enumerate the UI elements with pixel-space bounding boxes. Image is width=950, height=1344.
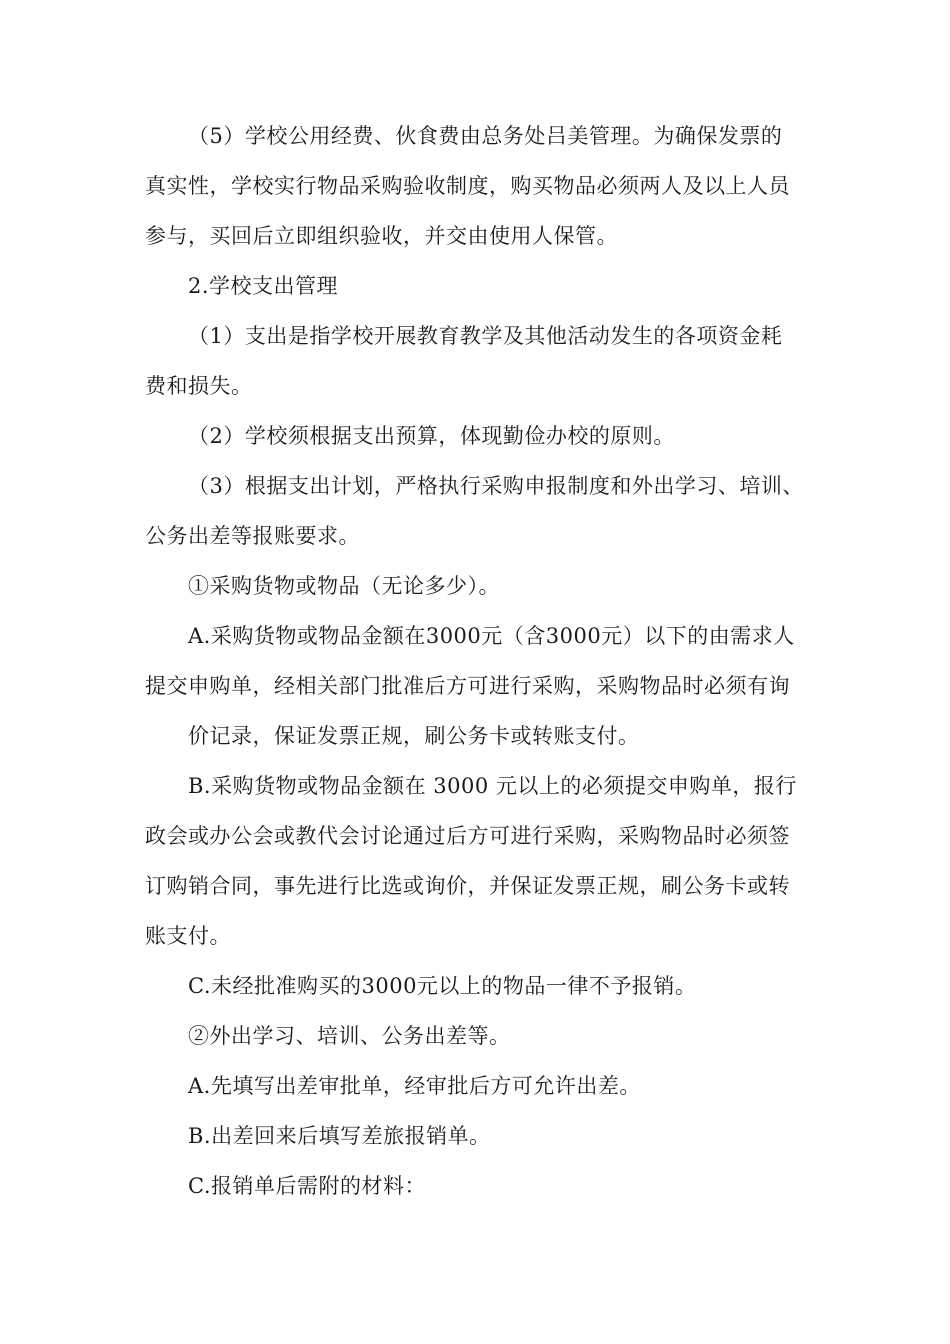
paragraph-line: 公务出差等报账要求。 (145, 524, 360, 548)
paragraph-line: 订购销合同，事先进行比选或询价，并保证发票正规，刷公务卡或转 (145, 874, 790, 898)
paragraph-line: C.未经批准购买的3000元以上的物品一律不予报销。 (188, 974, 697, 998)
paragraph-line: B.采购货物或物品金额在 3000 元以上的必须提交申购单，报行 (188, 774, 797, 798)
paragraph-line: （1）支出是指学校开展教育教学及其他活动发生的各项资金耗 (188, 324, 783, 348)
paragraph-line: 账支付。 (145, 924, 231, 948)
paragraph-line: 参与，买回后立即组织验收，并交由使用人保管。 (145, 224, 618, 248)
paragraph-line: 提交申购单，经相关部门批准后方可进行采购，采购物品时必须有询 (145, 674, 790, 698)
paragraph-line: 真实性，学校实行物品采购验收制度，购买物品必须两人及以上人员 (145, 174, 790, 198)
paragraph-line: ①采购货物或物品（无论多少）。 (188, 574, 500, 598)
paragraph-line: A.先填写出差审批单，经审批后方可允许出差。 (188, 1074, 641, 1098)
section-heading: 2.学校支出管理 (188, 274, 339, 298)
paragraph-line: （3）根据支出计划，严格执行采购申报制度和外出学习、培训、 (188, 474, 804, 498)
paragraph-line: A.采购货物或物品金额在3000元（含3000元）以下的由需求人 (188, 624, 795, 648)
paragraph-line: 价记录，保证发票正规，刷公务卡或转账支付。 (188, 724, 640, 748)
paragraph-line: ②外出学习、培训、公务出差等。 (188, 1024, 511, 1048)
paragraph-line: 政会或办公会或教代会讨论通过后方可进行采购，采购物品时必须签 (145, 824, 790, 848)
paragraph-line: B.出差回来后填写差旅报销单。 (188, 1124, 491, 1148)
paragraph-line: （5）学校公用经费、伙食费由总务处吕美管理。为确保发票的 (188, 124, 783, 148)
paragraph-line: 费和损失。 (145, 374, 253, 398)
paragraph-line: （2）学校须根据支出预算，体现勤俭办校的原则。 (188, 424, 675, 448)
paragraph-line: C.报销单后需附的材料： (188, 1174, 426, 1198)
